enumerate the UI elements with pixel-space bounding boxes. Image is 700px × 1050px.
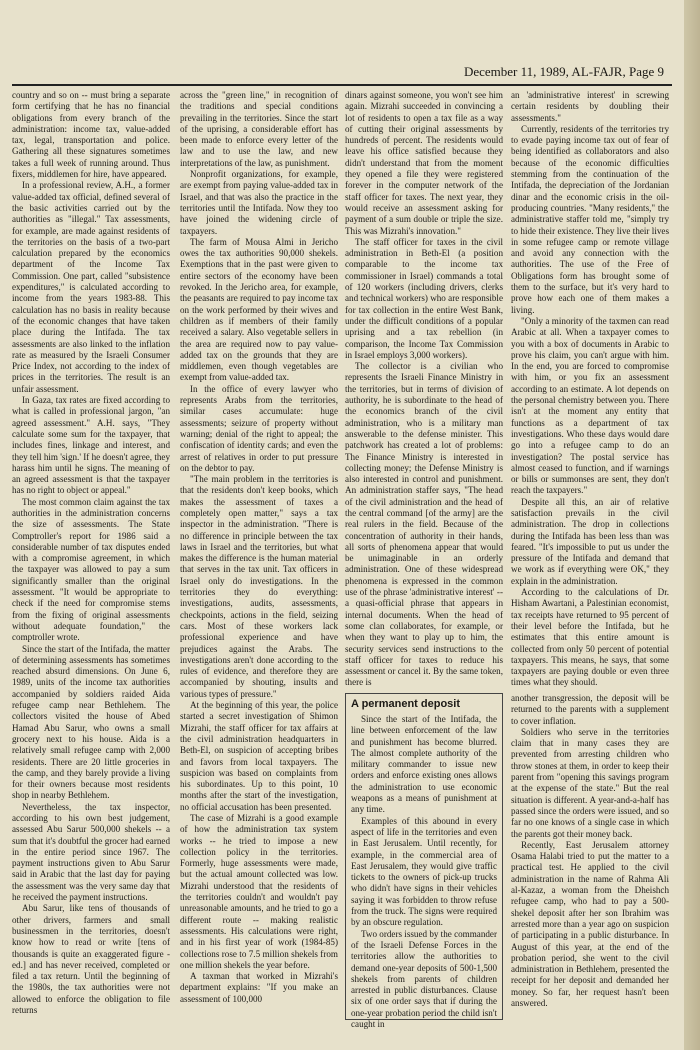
paragraph: dinars against someone, you won't see him again. Mizrahi succeeded in convincing a lot of residents to open a tax file as a way of cutting their original assessments by hundreds of percent. The residents would leave his office satisfied because they didn't understand that from the moment they opened a file they were registered forever in the computer network of the staff officer for taxes. The next year, they would receive an assessment asking for payment of a sum double or triple the size. This was Mizrahi's innovation.": [345, 90, 503, 236]
paragraph: another transgression, the deposit will be returned to the parents with a supplement to cover inflation.: [511, 693, 669, 726]
paragraph: Soldiers who serve in the territories claim that in many cases they are prevented from arresting children who throw stones at them, in order to keep their parent from "opening this savings program at the expense of the state." But the real situation is different. A year-and-a-half has passed since the orders were issued, and so far no one knows of a single case in which the parents got their money back.: [511, 726, 669, 839]
article-column-4: [511, 90, 669, 688]
paragraph: across the "green line," in recognition of the traditions and special conditions prevailing in the territories. Since the start of the uprising, a considerable effort has been made to enforce every letter of the law and to use the law, and new interpretations of the law, as punishment.: [180, 90, 338, 168]
paragraph: Two orders issued by the commander of the Israeli Defense Forces in the territories allow the authorities to demand one-year deposits of 500-1,500 shekels from parents of children arrested in public disturbances. Clause six of one order says that if during the one-year probation period the child isn't caught in: [351, 928, 497, 1030]
paragraph: Nonprofit organizations, for example, are exempt from paying value-added tax in Israel, and that was also the practice in the territories until the Intifada. Now they too have joined the widening circle of taxpayers.: [180, 169, 338, 236]
paragraph: The case of Mizrahi is a good example of how the administration tax system works -- he tried to impose a new collection policy in the territories. Formerly, huge assessments were made, but the actual amount collected was low. Mizrahi understood that the residents of the territories couldn't and wouldn't pay unreasonable amounts, and he tried to go a different route -- making realistic assessments. His calculations were right, and in his first year of work (1984-85) collections rose to 7.5 million shekels from one million shekels the year before.: [180, 813, 338, 970]
paragraph: In a professional review, A.H., a former value-added tax official, defined several of the basic activities carried out by the authorities as "illegal." Tax assessments, for example, are made against residents of the territories on the basis of a two-part calculation prepared by the economics department of the Income Tax Commission. One part, called "subsistence expenditures," is calculated according to income from the years 1983-88. This calculation has no basis in reality because of the economic changes that have taken place during the Intifada. The tax assessments are also linked to the inflation rate as measured by the Israeli Consumer Price Index, not according to the index of prices in the territories. The result is an unfair assessment.: [12, 180, 170, 394]
page-edge: [684, 0, 700, 1050]
sidebar-box-permanent-deposit: [345, 693, 503, 1030]
header-dateline: December 11, 1989, AL-FAJR, Page 9: [463, 64, 664, 79]
paragraph: Since the start of the Intifada, the line between enforcement of the law and punishment has become blurred. The almost complete authority of the military commander to issue new orders and enforce existing ones allows the administration to use economic weapons as a means of punishment at any time.: [351, 714, 497, 815]
page-header: [0, 62, 672, 80]
paragraph: The collector is a civilian who represents the Israeli Finance Ministry in the territories, but in terms of division of authority, he is subordinate to the head of the economics branch of the civil administration, who is a military man answerable to the defense minister. This patchwork has created a lot of problems: The Finance Ministry is interested in collecting money; the Defense Ministry is also interested in control and punishment. An administration staffer says, "The head of the civil administration and the head of the central command [of the army] are the real rulers in the field. Because of the concentration of authority in their hands, all sorts of phenomena appear that would be unimaginable in an orderly administration. One of these widespread phenomena is expressed in the common use of the phrase 'administrative interest' -- a quasi-official phrase that appears in internal documents. When the head of some clan collaborates, for example, or when they want to play up to him, the security services send instructions to the staff officer for taxes to reduce his assessment or cancel it. By the same token, there is: [345, 361, 503, 688]
paragraph: Recently, East Jerusalem attorney Osama Halabi tried to put the matter to a practical test. He applied to the civil administration in the name of Rahma Ali al-Kazaz, a woman from the Dheishch refugee camp, who had to pay a 500-shekel deposit after her son Ibrahim was arrested more than a year ago on suspicion of participating in a public disturbance. In August of this year, at the end of the probation period, she went to the civil administration in Bethlehem, presented the receipt for her deposit and demanded her money. So far, her request hasn't been answered.: [511, 839, 669, 1009]
article-column-2: [180, 90, 338, 1020]
paragraph: an 'administrative interest' in screwing certain residents by doubling their assessments.": [511, 90, 669, 123]
article-column-1: [12, 90, 170, 1020]
article-column-3: [345, 90, 503, 688]
paragraph: Examples of this abound in every aspect of life in the territories and even in East Jerusalem. Until recently, for example, in the commercial area of East Jerusalem, they would give traffic tickets to the owners of pick-up trucks who didn't have signs in their vehicles saying it was forbidden to throw refuse from the truck. The signs were required by an obscure regulation.: [351, 815, 497, 928]
paragraph: In the office of every lawyer who represents Arabs from the territories, similar cases accumulate: huge assessments; seizure of property without warning; denial of the right to appeal; the confiscation of identity cards; and even the arrest of relatives in order to put pressure on the debtor to pay.: [180, 383, 338, 473]
paragraph: A taxman that worked in Mizrahi's department explains: "If you make an assessment of 100,000: [180, 971, 338, 1004]
paragraph: The farm of Mousa Almi in Jericho owes the tax authorities 90,000 shekels. Exemptions that in the past were given to entire sectors of the economy have been revoked. In the Jericho area, for example, the peasants are required to pay income tax on the work performed by their wives and children as if members of their family received a salary. Also vegetable sellers in the area are required now to pay value-added tax on the grounds that they are middlemen, even though vegetables are exempt from value-added tax.: [180, 236, 338, 383]
paragraph: "The main problem in the territories is that the residents don't keep books, which makes the assessment of taxes a completely open matter," says a tax inspector in the administration. "There is no difference in principle between the tax laws in Israel and the territories, but what makes the difference is the human material that serves in the tax unit. Tax officers in Israel only do investigations. In the territories they do everything: investigations, audits, assessments, checkpoints, actions in the field, seizing cars. Most of these workers lack professional experience and have prejudices against the Arabs. The investigations aren't done according to the rules of evidence, and therefore they are accompanied by shouting, insults and various types of pressure.": [180, 474, 338, 699]
paragraph: The staff officer for taxes in the civil administration in Beth-El (a position comparable to the income tax commissioner in Israel) commands a total of 120 workers (including drivers, clerks and technical workers) who are responsible for tax collection in the entire West Bank, under the difficult conditions of a popular uprising and a tax rebellion (in comparison, the Income Tax Commission in Israel employs 3,000 workers).: [345, 236, 503, 360]
paragraph: Nevertheless, the tax inspector, according to his own best judgement, assessed Abu Sarur 500,000 shekels -- a sum that it's doubtful the grocer had earned in the entire period since 1967. The payment instructions given to Abu Sarur said in Arabic that the last day for paying the assessment was the very same day that he received the payment instructions.: [12, 801, 170, 903]
paragraph: In Gaza, tax rates are fixed according to what is called in professional jargon, "an agreed assessment." A.H. says, "They calculate some sum for the taxpayer, that includes fines, linkage and interest, and they tell him 'sign.' If he doesn't agree, they harass him until he signs. The meaning of an agreed assessment is that the taxpayer has no right to object or appeal.": [12, 395, 170, 496]
sidebar-column-continued: [511, 693, 669, 1020]
paragraph: Abu Sarur, like tens of thousands of other drivers, farmers and small businessmen in the territories, doesn't know how to read or write [tens of thousands is quite an exaggerated figure - ed.] and has never received, completed or filed a tax return. Until the beginning of the 1980s, the tax authorities were not allowed to enforce the obligation to file returns: [12, 903, 170, 1016]
paragraph: Currently, residents of the territories try to evade paying income tax out of fear of being identified as collaborators and also because of the economic difficulties stemming from the continuation of the Intifada, the depreciation of the Jordanian dinar and the economic crisis in the oil-producing countries. "Many residents," the administrative staffer told me, "simply try to hide their existence. They live their lives in some refugee camp or remote village and avoid any connection with the authorities. The use of the Free of Obligations form has brought some of them to the surface, but it's very hard to prove how each one of them makes a living.: [511, 123, 669, 315]
paragraph: The most common claim against the tax authorities in the administration concerns the size of assessments. The State Comptroller's report for 1986 said a considerable number of tax disputes ended with a compromise agreement, in which the taxpayer was allowed to pay a sum significantly smaller than the original assessment. "It would be appropriate to check if the need for compromise stems from the fixing of original assessments without adequate foundation," the comptroller wrote.: [12, 496, 170, 643]
paragraph: "Only a minority of the taxmen can read Arabic at all. When a taxpayer comes to you with a box of documents in Arabic to prove his claim, you can't argue with him. In the end, you are forced to compromise with him, or you fix an assessment according to an estimate. A lot depends on the personal chemistry between you. There isn't at the moment any entity that functions as a department of tax investigations. Who these days would dare go into a refugee camp to do an investigation? The postal service has almost ceased to function, and if warnings or bills or summonses are sent, they don't reach the taxpayers.": [511, 315, 669, 496]
header-rule: [12, 84, 672, 86]
paragraph: Despite all this, an air of relative satisfaction prevails in the civil administration. The drop in collections during the Intifada has been less than was feared. "It's impossible to put us under the pressure of the Intifada and demand that we work as if everything were OK," they explain in the administration.: [511, 496, 669, 586]
paragraph: country and so on -- must bring a separate form certifying that he has no financial obligations from every branch of the administration: income tax, value-added tax, legal, transportation and police. Gathering all these signatures sometimes takes a full week of running around. Thus fixers, middlemen for hire, have appeared.: [12, 90, 170, 180]
paragraph: Since the start of the Intifada, the matter of determining assessments has sometimes reached absurd dimensions. On June 6, 1989, units of the income tax authorities accompanied by soldiers raided Aida refugee camp near Bethlehem. The collectors visited the house of Abed Hamad Abu Sarur, who owns a small grocery next to his house. Aida is a relatively small refugee camp with 2,000 residents. There are 20 little groceries in the camp, and they barely provide a living for their owners because most residents shop in nearby Bethlehem.: [12, 643, 170, 801]
paragraph: At the beginning of this year, the police started a secret investigation of Shimon Mizrahi, the staff officer for tax affairs at the civil administration headquarters in Beth-El, on suspicion of accepting bribes and favors from local taxpayers. The suspicion was based on complaints from his subordinates. Up to this point, 10 months after the start of the investigation, no official accusation has been presented.: [180, 700, 338, 812]
sidebar-body: [351, 714, 497, 1030]
paragraph: According to the calculations of Dr. Hisham Awartani, a Palestinian economist, tax receipts have returned to 95 percent of their level before the Intifada, but he estimates that this entire amount is collected from only 50 percent of potential taxpayers. This means, he says, that some taxpayers are paying double or even three times what they should.: [511, 587, 669, 688]
sidebar-title: A permanent deposit: [351, 698, 460, 710]
